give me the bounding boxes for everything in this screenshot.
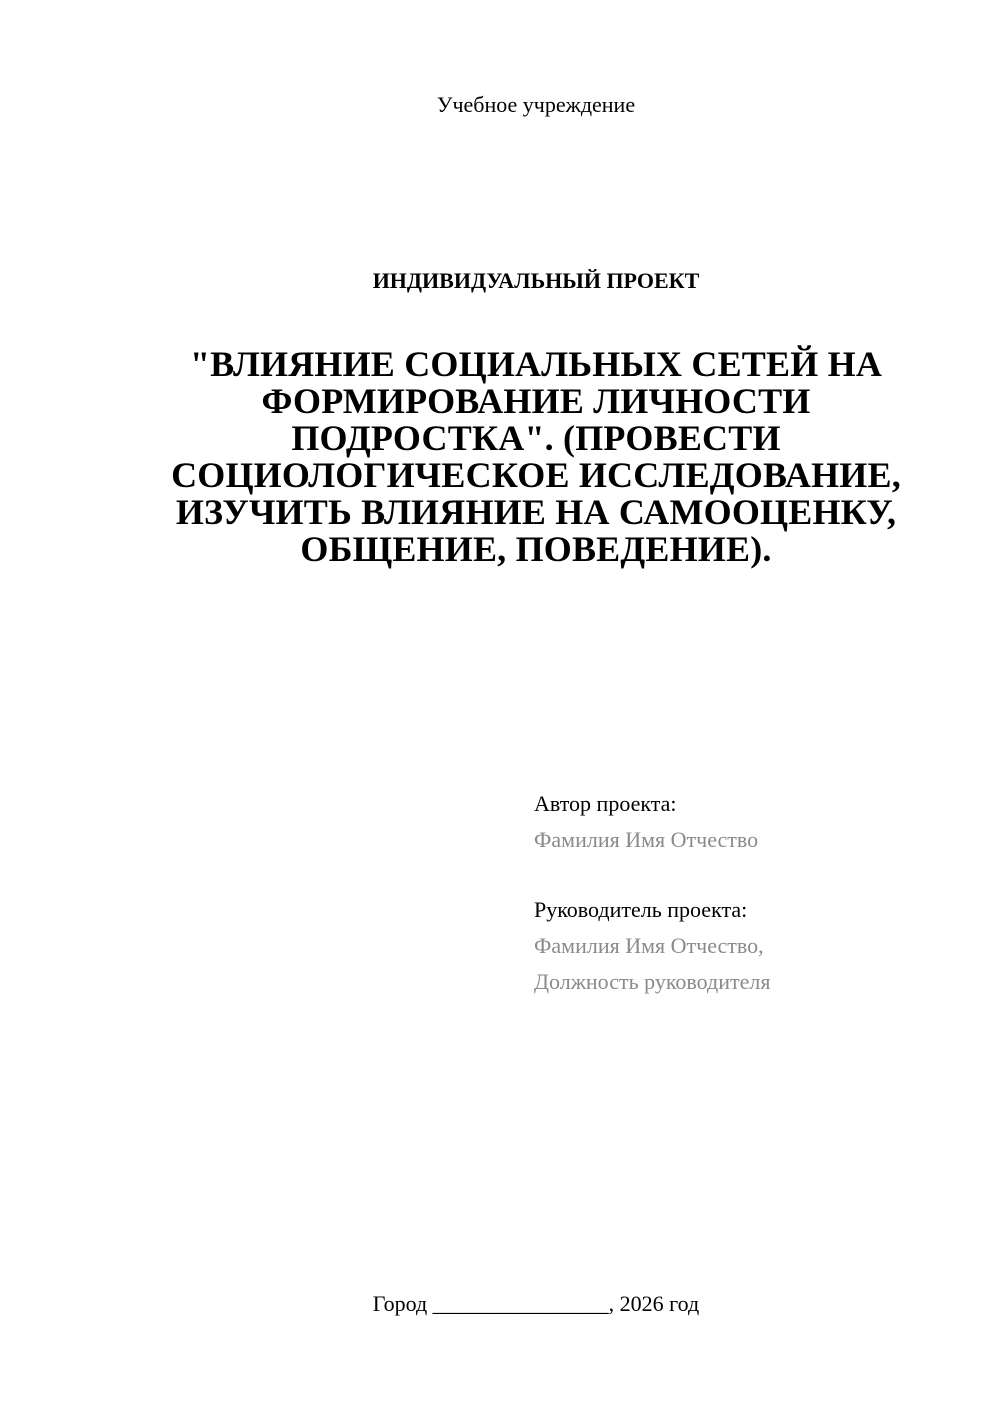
supervisor-name-placeholder: Фамилия Имя Отчество,	[534, 933, 764, 958]
author-block	[534, 786, 974, 858]
supervisor-label: Руководитель проекта:	[534, 897, 748, 922]
supervisor-position-placeholder: Должность руководителя	[534, 969, 771, 994]
institution-name: Учебное учреждение	[436, 92, 636, 117]
author-name-placeholder: Фамилия Имя Отчество	[534, 827, 759, 852]
supervisor-block	[534, 892, 974, 1000]
author-label: Автор проекта:	[534, 791, 677, 816]
project-title: "ВЛИЯНИЕ СОЦИАЛЬНЫХ СЕТЕЙ НА ФОРМИРОВАНИЕ ЛИЧНОСТИ ПОДРОСТКА". (ПРОВЕСТИ СОЦИОЛОГИЧЕСКОЕ ИССЛЕДОВАНИЕ, ИЗУЧИТЬ ВЛИЯНИЕ НА САМООЦЕНКУ, ОБЩЕНИЕ, ПОВЕДЕНИЕ).	[171, 344, 901, 569]
city-year-line: Город ________________, 2026 год	[372, 1291, 700, 1316]
project-type-heading: ИНДИВИДУАЛЬНЫЙ ПРОЕКТ	[372, 268, 700, 293]
